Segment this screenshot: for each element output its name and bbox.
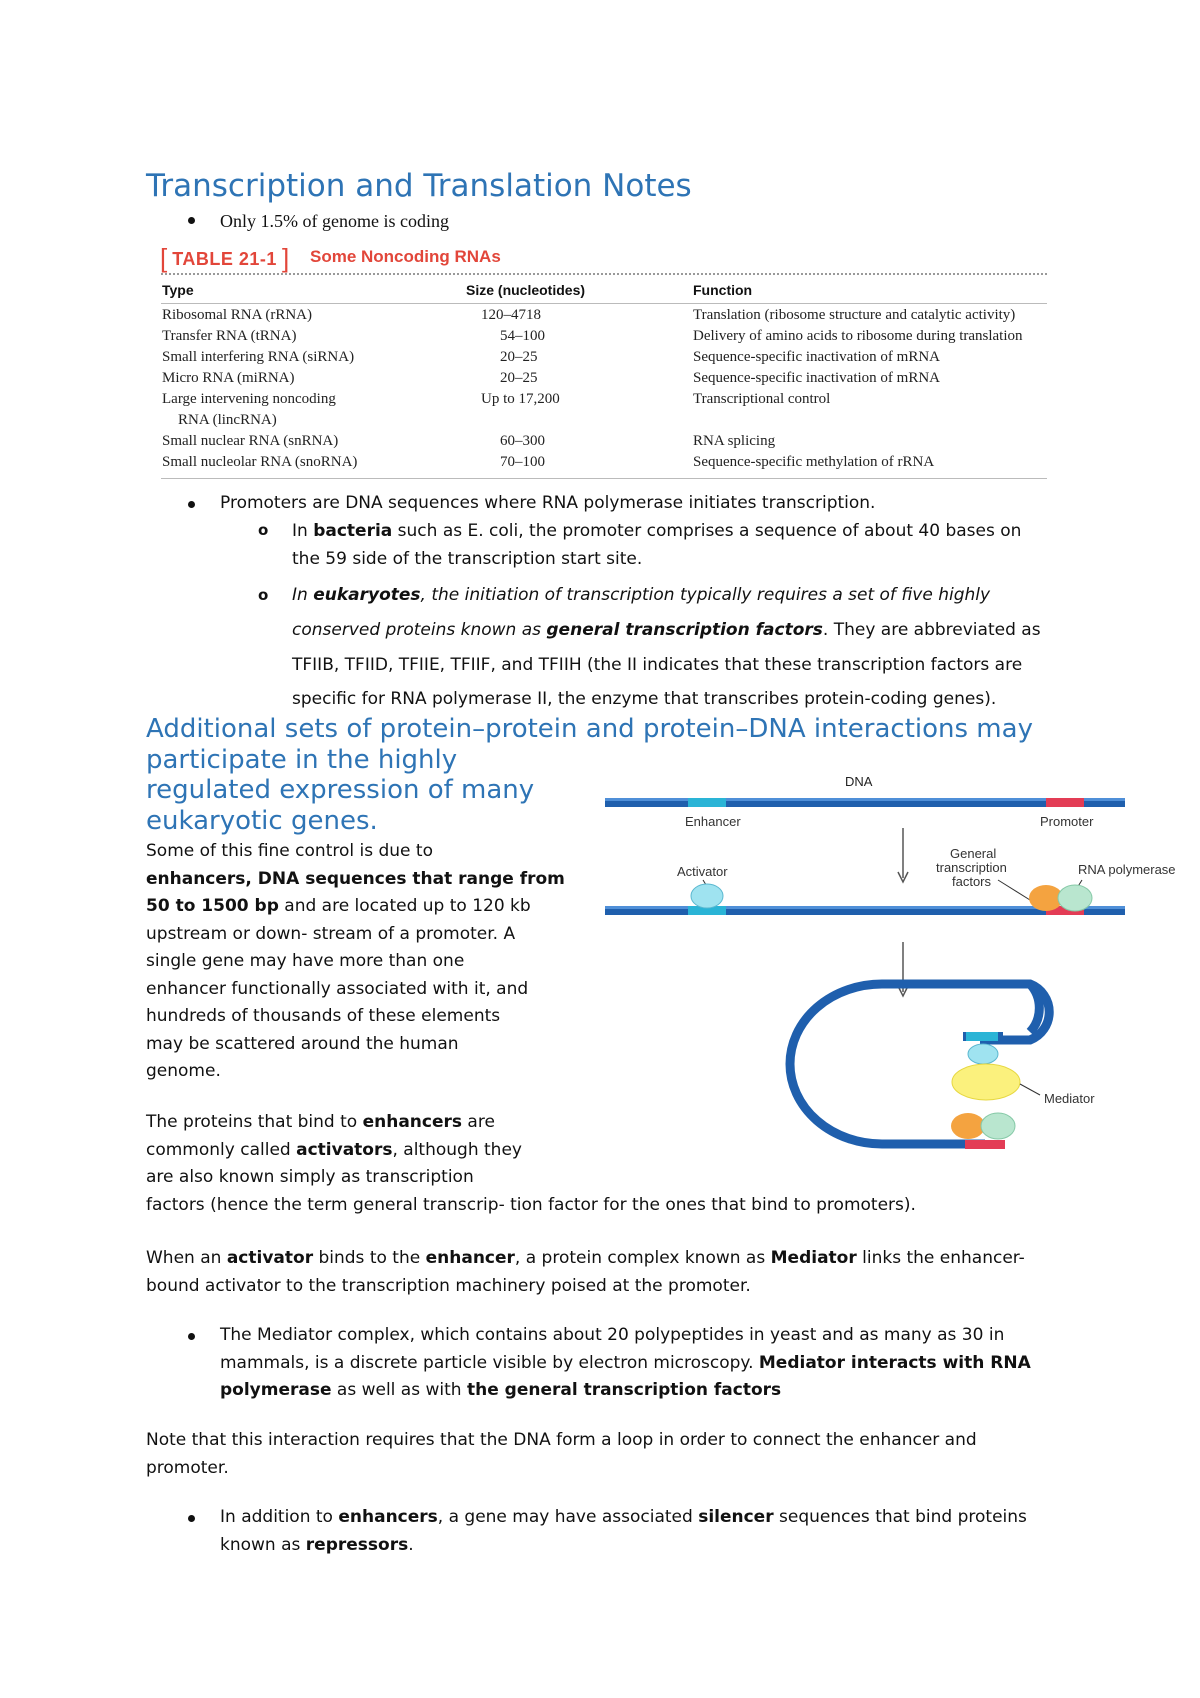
table-cell: 20–25: [500, 349, 538, 365]
sub-bullet-o: o: [258, 521, 269, 539]
table-row: Large intervening noncoding: [162, 391, 336, 407]
col-header-type: Type: [162, 282, 194, 298]
enhancer-label: Enhancer: [685, 814, 741, 829]
promoter-region: [1046, 798, 1084, 807]
gtf-label-2: transcription: [936, 860, 1007, 875]
table-cell: 60–300: [500, 433, 545, 449]
table-cell: Delivery of amino acids to ribosome during translation: [693, 328, 1023, 344]
gtf-label-3: factors: [952, 874, 992, 889]
table-divider: [161, 273, 1047, 275]
eukaryotes-line-3: TFIIB, TFIID, TFIIE, TFIIF, and TFIIH (the II indicates that these transcription factors are: [292, 655, 1023, 675]
enhancer-paragraph: Some of this fine control is due to enhancers, DNA sequences that range from 50 to 1500 bp and are located up to 120 kb upstream or down- stream of a promoter. A single gene may have more than one enhancer functionally associated with it, and hundreds of thousands of these elements may be scattered around the human genome.: [146, 841, 565, 1081]
col-header-size: Size (nucleotides): [466, 282, 586, 298]
rna-polymerase-protein: [1058, 885, 1092, 911]
note-paragraph: Note that this interaction requires that the DNA form a loop in order to connect the enhancer and promoter.: [146, 1430, 977, 1478]
bullet-dot: [188, 501, 195, 508]
table-cell: Sequence-specific methylation of rRNA: [693, 454, 935, 470]
table-row: Small nucleolar RNA (snoRNA): [162, 454, 358, 470]
bacteria-line-2: the 59 side of the transcription start site.: [292, 549, 643, 569]
eukaryotes-line-4: specific for RNA polymerase II, the enzyme that transcribes protein-coding genes).: [292, 689, 997, 709]
table-cell: Up to 17,200: [481, 391, 560, 407]
section-heading-line-1: Additional sets of protein–protein and protein–DNA interactions may: [146, 714, 1033, 744]
bullet-dot: [188, 1515, 195, 1522]
table-header-rule: [161, 303, 1047, 304]
table-cell: Translation (ribosome structure and catalytic activity): [693, 307, 1016, 323]
sub-bullet-o: o: [258, 586, 269, 604]
activator-protein: [691, 884, 723, 908]
enhancer-region: [688, 798, 726, 807]
table-cell: 120–4718: [481, 307, 541, 323]
table-row: Ribosomal RNA (rRNA): [162, 307, 312, 323]
table-cell: Sequence-specific inactivation of mRNA: [693, 349, 941, 365]
table-row: Transfer RNA (tRNA): [162, 328, 297, 344]
silencer-bullet: In addition to enhancers, a gene may have associated silencer sequences that bind proteins known as repressors.: [220, 1507, 1027, 1555]
enhancer-promoter-diagram: [600, 770, 1190, 1160]
mediator-label: Mediator: [1044, 1091, 1095, 1106]
table-bottom-rule: [161, 478, 1047, 479]
table-caption: Some Noncoding RNAs: [310, 247, 501, 266]
col-header-function: Function: [693, 282, 753, 298]
activator-paragraph: The proteins that bind to enhancers are commonly called activators, although they are also known simply as transcription factors (hence the term general transcrip- tion factor for the ones that bind to promoters).: [146, 1112, 916, 1215]
rna-polymerase-label: RNA polymerase: [1078, 862, 1176, 877]
table-row: RNA (lincRNA): [178, 412, 277, 428]
table-cell: 20–25: [500, 370, 538, 386]
table-label: TABLE 21-1: [172, 249, 277, 269]
table-cell: Sequence-specific inactivation of mRNA: [693, 370, 941, 386]
intro-bullet-text: Only 1.5% of genome is coding: [220, 211, 449, 231]
section-heading-line-2: participate in the highly: [146, 745, 458, 775]
section-heading-line-4: eukaryotic genes.: [146, 806, 378, 836]
bullet-dot: [188, 217, 195, 224]
activator-label: Activator: [677, 864, 728, 879]
gtf-label-1: General: [950, 846, 997, 861]
table-row: Micro RNA (miRNA): [162, 370, 295, 386]
table-row: Small nuclear RNA (snRNA): [162, 433, 339, 449]
bullet-dot: [188, 1333, 195, 1340]
dna-label: DNA: [845, 774, 873, 789]
mediator-complex: [952, 1064, 1020, 1100]
eukaryotes-line-2: conserved proteins known as general transcription factors. They are abbreviated as: [292, 620, 1041, 640]
bacteria-line-1: In bacteria such as E. coli, the promoter comprises a sequence of about 40 bases on: [292, 521, 1022, 541]
table-cell: Transcriptional control: [693, 391, 831, 407]
table-cell: RNA splicing: [693, 433, 776, 449]
mediator-paragraph: When an activator binds to the enhancer, a protein complex known as Mediator links the enhancer- bound activator to the transcription machinery poised at the promoter.: [146, 1248, 1025, 1296]
table-cell: 70–100: [500, 454, 545, 470]
promoter-label: Promoter: [1040, 814, 1094, 829]
promoters-bullet: Promoters are DNA sequences where RNA polymerase initiates transcription.: [220, 493, 876, 513]
page-title: Transcription and Translation Notes: [146, 168, 692, 204]
eukaryotes-line-1: In eukaryotes, the initiation of transcription typically requires a set of five highly: [292, 585, 991, 605]
section-heading-line-3: regulated expression of many: [146, 775, 535, 805]
table-cell: 54–100: [500, 328, 545, 344]
table-row: Small interfering RNA (siRNA): [162, 349, 355, 365]
mediator-bullet: The Mediator complex, which contains about 20 polypeptides in yeast and as many as 30 in mammals, is a discrete particle visible by electron microscopy. Mediator interacts with RNA polymerase as well as with the general transcription factors: [220, 1325, 1031, 1400]
